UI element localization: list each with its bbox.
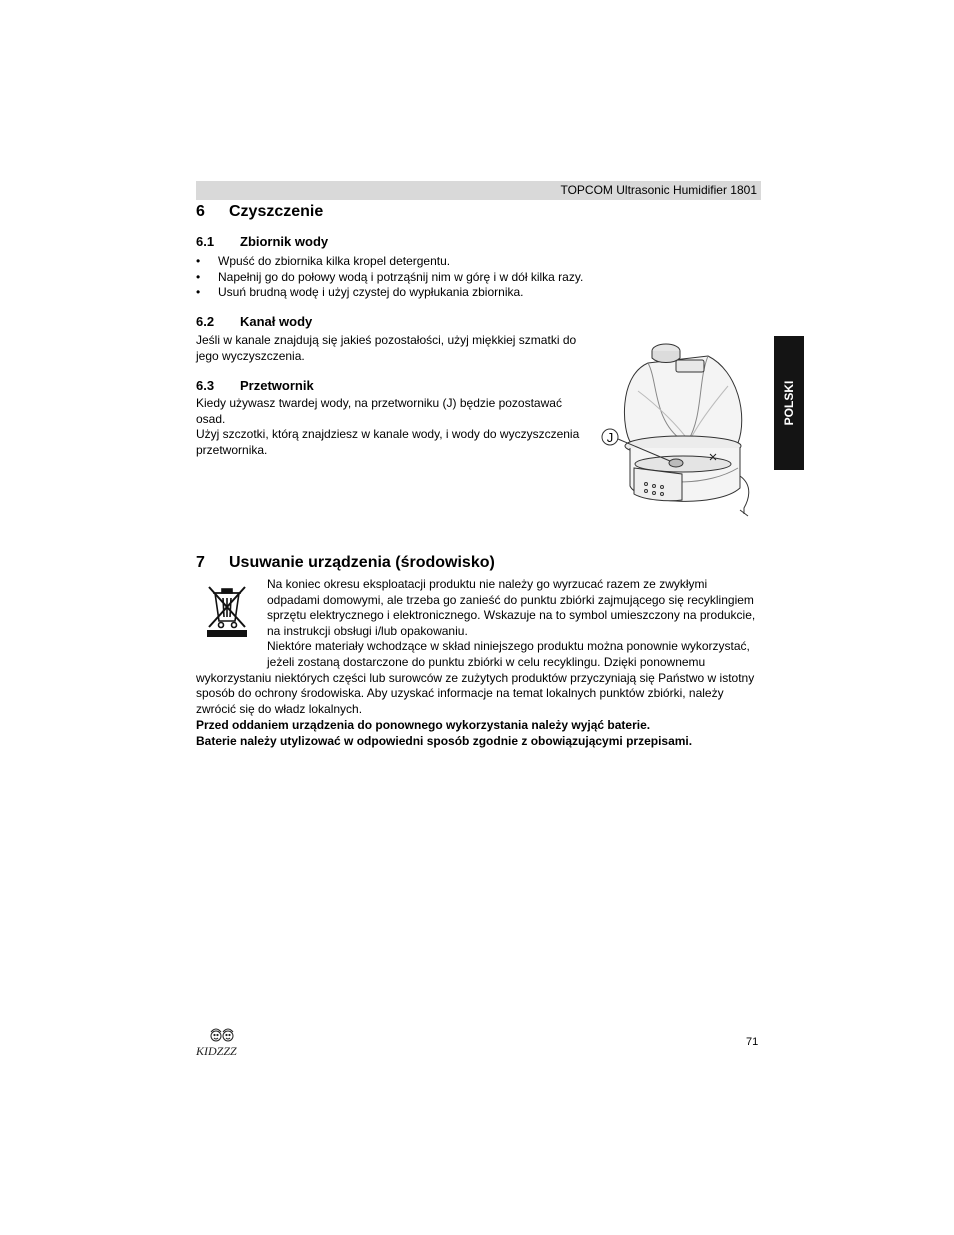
subsection-number: 6.3 — [196, 378, 215, 393]
battery-warning-2: Baterie należy utylizować w odpowiedni sposób zgodnie z obowiązującymi przepisami. — [196, 734, 693, 748]
logo-text: KIDZZZ — [196, 1044, 237, 1058]
language-tab — [774, 336, 804, 470]
subsection-title: Zbiornik wody — [240, 234, 329, 249]
section-6-heading — [196, 203, 323, 221]
list-item: • Usuń brudną wodę i użyj czystej do wypłukania zbiornika. — [196, 285, 524, 300]
page-number: 71 — [746, 1036, 759, 1048]
header-bar — [196, 181, 761, 200]
callout-label: J — [606, 430, 614, 445]
subsection-6-2-heading — [196, 314, 312, 329]
section-number: 6 — [196, 203, 205, 220]
kidzzz-logo — [194, 1027, 246, 1059]
subsection-6-1-heading — [196, 234, 328, 249]
disposal-paragraph-2: Niektóre materiały wchodzące w skład niniejszego produktu można ponownie wykorzystać, jeżeli zostaną dostarczone do punktu zbiórki w celu recyklingu. Dzięki ponownemu wykorzystaniu niektórych części lub surowców ze zużytych produktów przyczyniają się Państwo w istotny sposób do ochrony środowiska. Aby uzyskać informacje na temat lokalnych punktów zbiórki, należy zwrócić się do władz lokalnych. — [196, 639, 755, 716]
subsection-title: Przetwornik — [240, 378, 314, 393]
section-7-heading — [196, 554, 495, 572]
humidifier-illustration — [598, 336, 766, 522]
subsection-6-3-heading — [196, 378, 314, 393]
water-channel-text: Jeśli w kanale znajdują się jakieś pozostałości, użyj miękkiej szmatki do jego wyczyszczenia. — [196, 333, 577, 363]
transducer-text-1: Kiedy używasz twardej wody, na przetworniku (J) będzie pozostawać osad. — [196, 396, 562, 426]
section-title: Usuwanie urządzenia (środowisko) — [229, 554, 495, 571]
subsection-number: 6.1 — [196, 234, 215, 249]
cleaning-steps-list — [196, 254, 583, 301]
subsection-number: 6.2 — [196, 314, 215, 329]
disposal-paragraph-1: Na koniec okresu eksploatacji produktu nie należy go wyrzucać razem ze zwykłymi odpadami domowymi, ale trzeba go zanieść do punktu zbiórki zajmującego się recyklingiem sprzętu elektrycznego i elektronicznego. Wskazuje na to symbol umieszczony na produkcie, na instrukcji obsługi i/lub opakowaniu. — [267, 577, 756, 638]
section-number: 7 — [196, 554, 205, 571]
subsection-title: Kanał wody — [240, 314, 313, 329]
document-title: TOPCOM Ultrasonic Humidifier 1801 — [560, 183, 757, 197]
language-tab-label: POLSKI — [782, 380, 796, 426]
section-title: Czyszczenie — [229, 203, 324, 220]
transducer-text — [196, 396, 588, 458]
transducer-text-2: Użyj szczotki, którą znajdziesz w kanale wody, i wody do wyczyszczenia przetwornika. — [196, 427, 580, 457]
disposal-text — [196, 577, 761, 717]
battery-warning-1: Przed oddaniem urządzenia do ponownego wykorzystania należy wyjąć baterie. — [196, 718, 651, 732]
list-item: • Napełnij go do połowy wodą i potrząśnij nim w górę i w dół kilka razy. — [196, 269, 584, 284]
list-item: • Wpuść do zbiornika kilka kropel detergentu. — [196, 254, 451, 268]
